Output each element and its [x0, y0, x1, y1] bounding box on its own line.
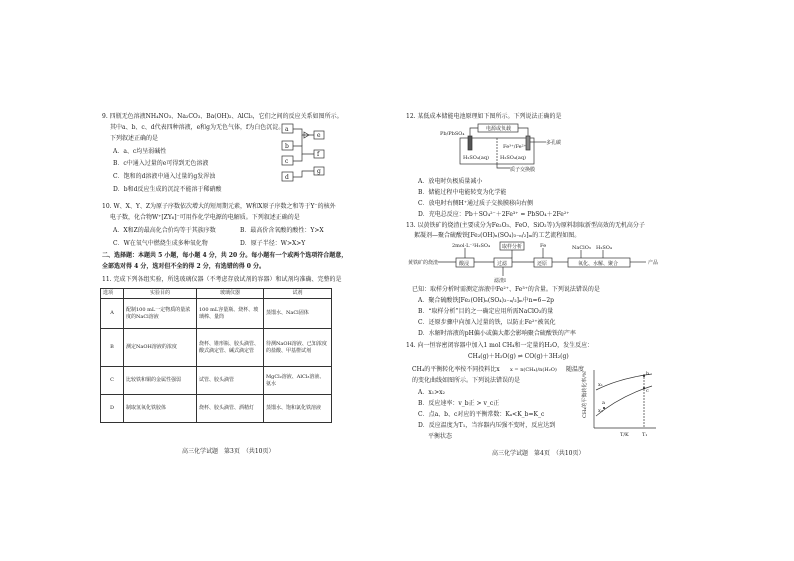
header-glassware: 玻璃仪器: [197, 289, 264, 299]
q10-line2: 电子数，化合物W⁺[ZY₆]⁻可用作化学电源的电解质。下列叙述正确的是: [110, 214, 300, 221]
q13-option-c: C．还原步骤中向加入过量的铁，以防止Fe²⁺被氧化: [418, 319, 556, 326]
q14-desc2: 随温度: [566, 366, 585, 373]
row-c-purpose: 比较铁和铜的金属性强弱: [124, 367, 197, 395]
q14-option-d-cont: 平衡状态: [428, 433, 453, 440]
q12-line1: 12. 某低成本储能电池原理如下图所示。下列说法正确的是: [406, 113, 562, 120]
q14-desc3: 的变化曲线如图所示。下列说法错误的是: [412, 377, 521, 384]
q12-option-b: B．储能过程中电能转变为化学能: [418, 189, 507, 196]
y-axis-label: CH₄的平衡转化率/%: [582, 371, 588, 418]
row-a-reagent: 蒸馏水、NaCl固体: [264, 299, 332, 329]
row-d-glassware: 烧杯、胶头滴管、酒精灯: [197, 395, 264, 423]
q10-option-b: B．最高价含氧酸的酸性：Y>X: [240, 227, 324, 234]
q11-table: [100, 288, 332, 423]
acid-right-label: H₂SO₄(aq): [500, 155, 526, 161]
step4-label: 氧化、水解、聚合: [578, 261, 619, 267]
point-b: [643, 375, 645, 377]
carbon-label: 多孔碳: [546, 140, 562, 146]
row-a-purpose: 配制100 mL一定物质的量浓度的NaCl溶液: [124, 299, 197, 329]
q14-conversion-graph: [580, 368, 660, 440]
row-b-reagent: 待测NaOH溶液、已知浓度的盐酸、甲基橙试剂: [264, 329, 332, 367]
q14-option-c: C．点a、b、c对应的平衡常数：Kₐ<K_b=K_c: [418, 411, 545, 418]
q12-option-c: C．放电时右侧H⁺通过质子交换膜移向右侧: [418, 200, 533, 207]
node-f: f: [317, 151, 320, 158]
product-label: 产品: [648, 260, 659, 266]
q14-line1: 14. 向一恒容密闭容器中加入1 mol CH₄和一定量的H₂O，发生反应：: [406, 342, 594, 349]
row-c-option: C: [101, 367, 124, 395]
row-b-glassware: 烧杯、锥形瓶、胶头滴管、酸式滴定管、碱式滴定管: [197, 329, 264, 367]
q9-option-b: B．c中通入过量的e可得到无色溶液: [113, 160, 209, 167]
q12-option-d: D．充电总反应：Pb＋SO₄²⁻＋2Fe³⁺ = PbSO₄＋2Fe²⁺: [418, 211, 570, 218]
section2-line1: 二、选择题：本题共 5 小题，每小题 4 分，共 20 分。每小题有一个或两个选项符合题意，: [102, 252, 348, 259]
row-a-glassware: 100 mL容量瓶、烧杯、玻璃棒、量筒: [197, 299, 264, 329]
curve-x2-label: x₂: [598, 408, 603, 414]
right-footer: 高三化学试题 第4页 （共10页）: [492, 450, 585, 457]
node-e: e: [317, 132, 321, 139]
q14-option-a: A．x₁>x₂: [418, 389, 445, 396]
step3-label: 还原: [537, 261, 548, 267]
q11-line1: 11. 完成下列各组实验，所选玻璃仪器（不考虑存放试剂的容器）和试剂均准确、完整的是: [102, 276, 342, 283]
table-row: [101, 299, 332, 329]
q12-option-a: A．放电时负极质量减小: [418, 178, 483, 185]
table-row: [101, 367, 332, 395]
acid-reagent: 2mol·L⁻¹H₂SO₄: [452, 243, 490, 249]
point-a-label: a: [602, 400, 605, 406]
header-option: 选项: [101, 289, 124, 299]
q9-line3: 下列叙述正确的是: [110, 135, 159, 142]
point-a: [603, 407, 605, 409]
q14-option-d: D．反应温度为T₁，当容器内压强不变时，反应达到: [418, 422, 556, 429]
section2-line2: 全部选对得 4 分，选对但不全的得 2 分，有选错的得 0 分。: [102, 263, 266, 270]
fe-couple-label: Fe³⁺/Fe²⁺: [503, 144, 527, 150]
q14-equation: CH₄(g)＋H₂O(g) ⇌ CO(g)＋3H₂(g): [468, 353, 569, 360]
naclo3-reagent: NaClO₃: [572, 245, 591, 251]
row-d-reagent: 蒸馏水、饱和氯化铁溶液: [264, 395, 332, 423]
q10-option-d: D．原子半径：W>X>Y: [240, 240, 306, 247]
row-c-reagent: MgCl₂溶液、AlCl₃溶液、氨水: [264, 367, 332, 395]
node-c: c: [285, 158, 289, 165]
q13-option-b: B．“取样分析”目的之一确定应用所需NaClO₃的量: [418, 308, 554, 315]
x-axis-label: T/K: [620, 432, 629, 438]
step1-label: 酸浸: [459, 261, 470, 267]
point-c-label: c: [646, 388, 649, 394]
point-c: [643, 387, 645, 389]
sample-label: 取样分析: [502, 244, 523, 250]
feed-label: 黄铁矿的烧渣: [408, 260, 439, 266]
residue-label: 滤渣Ⅰ: [494, 278, 506, 284]
table-row: [101, 329, 332, 367]
q9-option-d: D．b和d反应生成的沉淀不能溶于稀硝酸: [113, 186, 222, 193]
q9-option-c: C．饱和的d溶液中通入过量的g发浑浊: [113, 173, 216, 180]
q13-line1: 13. 以黄铁矿的烧渣(主要成分为Fe₂O₃、FeO、SiO₂等)为原料制取新型高效的无机高分子: [406, 222, 645, 229]
q10-option-a: A．X和Z的最高化合价均等于其族序数: [113, 227, 216, 234]
load-label: 电源或负载: [486, 126, 512, 132]
pb-electrode-label: Pb/PbSO₄: [440, 131, 465, 137]
q13-known: 已知：取样分析时需测定溶液中Fe²⁺、Fe³⁺的含量。下列说法错误的是: [412, 286, 600, 293]
row-b-option: B: [101, 329, 124, 367]
q9-reaction-diagram: [280, 122, 330, 182]
node-g: g: [317, 168, 321, 175]
h2so4-reagent: H₂SO₄: [596, 245, 612, 251]
q13-option-d: D．水解时溶液的pH偏小或偏大都会影响聚合硫酸铁的产率: [418, 330, 576, 337]
q13-line2: 絮凝剂—聚合硫酸铁[Fe₂(OH)ₙ(SO₄)₃₋ₙ/₂]ₘ的工艺流程如图。: [414, 232, 581, 239]
acid-left-label: H₂SO₄(aq): [463, 155, 489, 161]
node-b: b: [285, 143, 289, 150]
curve-x1-label: x₁: [598, 382, 603, 388]
q14-xdef: x = n(CH₄)/n(H₂O): [510, 367, 557, 373]
point-b-label: b: [646, 371, 650, 377]
row-a-option: A: [101, 299, 124, 329]
left-footer: 高三化学试题 第3页 （共10页）: [182, 448, 275, 455]
q10-option-c: C．W在氧气中燃烧生成多种氧化物: [113, 240, 208, 247]
table-header-row: [101, 289, 332, 299]
q13-process-flow: [408, 240, 668, 284]
row-d-option: D: [101, 395, 124, 423]
node-d: d: [285, 174, 289, 181]
row-b-purpose: 测定NaOH溶液的浓度: [124, 329, 197, 367]
header-reagent: 试剂: [264, 289, 332, 299]
t1-tick: T₁: [642, 432, 648, 438]
q9-option-a: A．a、c均呈弱碱性: [113, 148, 167, 155]
q13-option-a: A．聚合硫酸铁[Fe₂(OH)ₙ(SO₄)₃₋ₙ/₂]ₘ中n=6−2p: [418, 297, 555, 304]
q12-battery-diagram: [440, 122, 570, 174]
step2-label: 过滤: [497, 261, 508, 267]
q9-line2: 其中a、b、c、d代表四种溶液，e和g为无色气体，f为白色沉淀。: [110, 124, 285, 131]
node-a: a: [285, 126, 289, 133]
row-d-purpose: 制取氢氧化铁胶体: [124, 395, 197, 423]
row-c-glassware: 试管、胶头滴管: [197, 367, 264, 395]
q14-desc1: CH₄的平衡转化率按不同投料比x: [412, 366, 500, 373]
membrane-label: 质子交换膜: [510, 167, 536, 173]
q9-line1: 9. 四瓶无色溶液NH₄NO₃、Na₂CO₃、Ba(OH)₂、AlCl₃，它们之间的反应关系如图所示。: [102, 113, 343, 120]
q14-option-b: B．反应速率：v_b正 > v_c正: [418, 400, 500, 407]
header-purpose: 实验目的: [124, 289, 197, 299]
q10-line1: 10. W、X、Y、Z为原子序数依次增大的短周期元素，W和X原子序数之和等于Y⁻的核外: [102, 203, 336, 210]
table-row: [101, 395, 332, 423]
fe-reagent: Fe: [540, 243, 547, 249]
